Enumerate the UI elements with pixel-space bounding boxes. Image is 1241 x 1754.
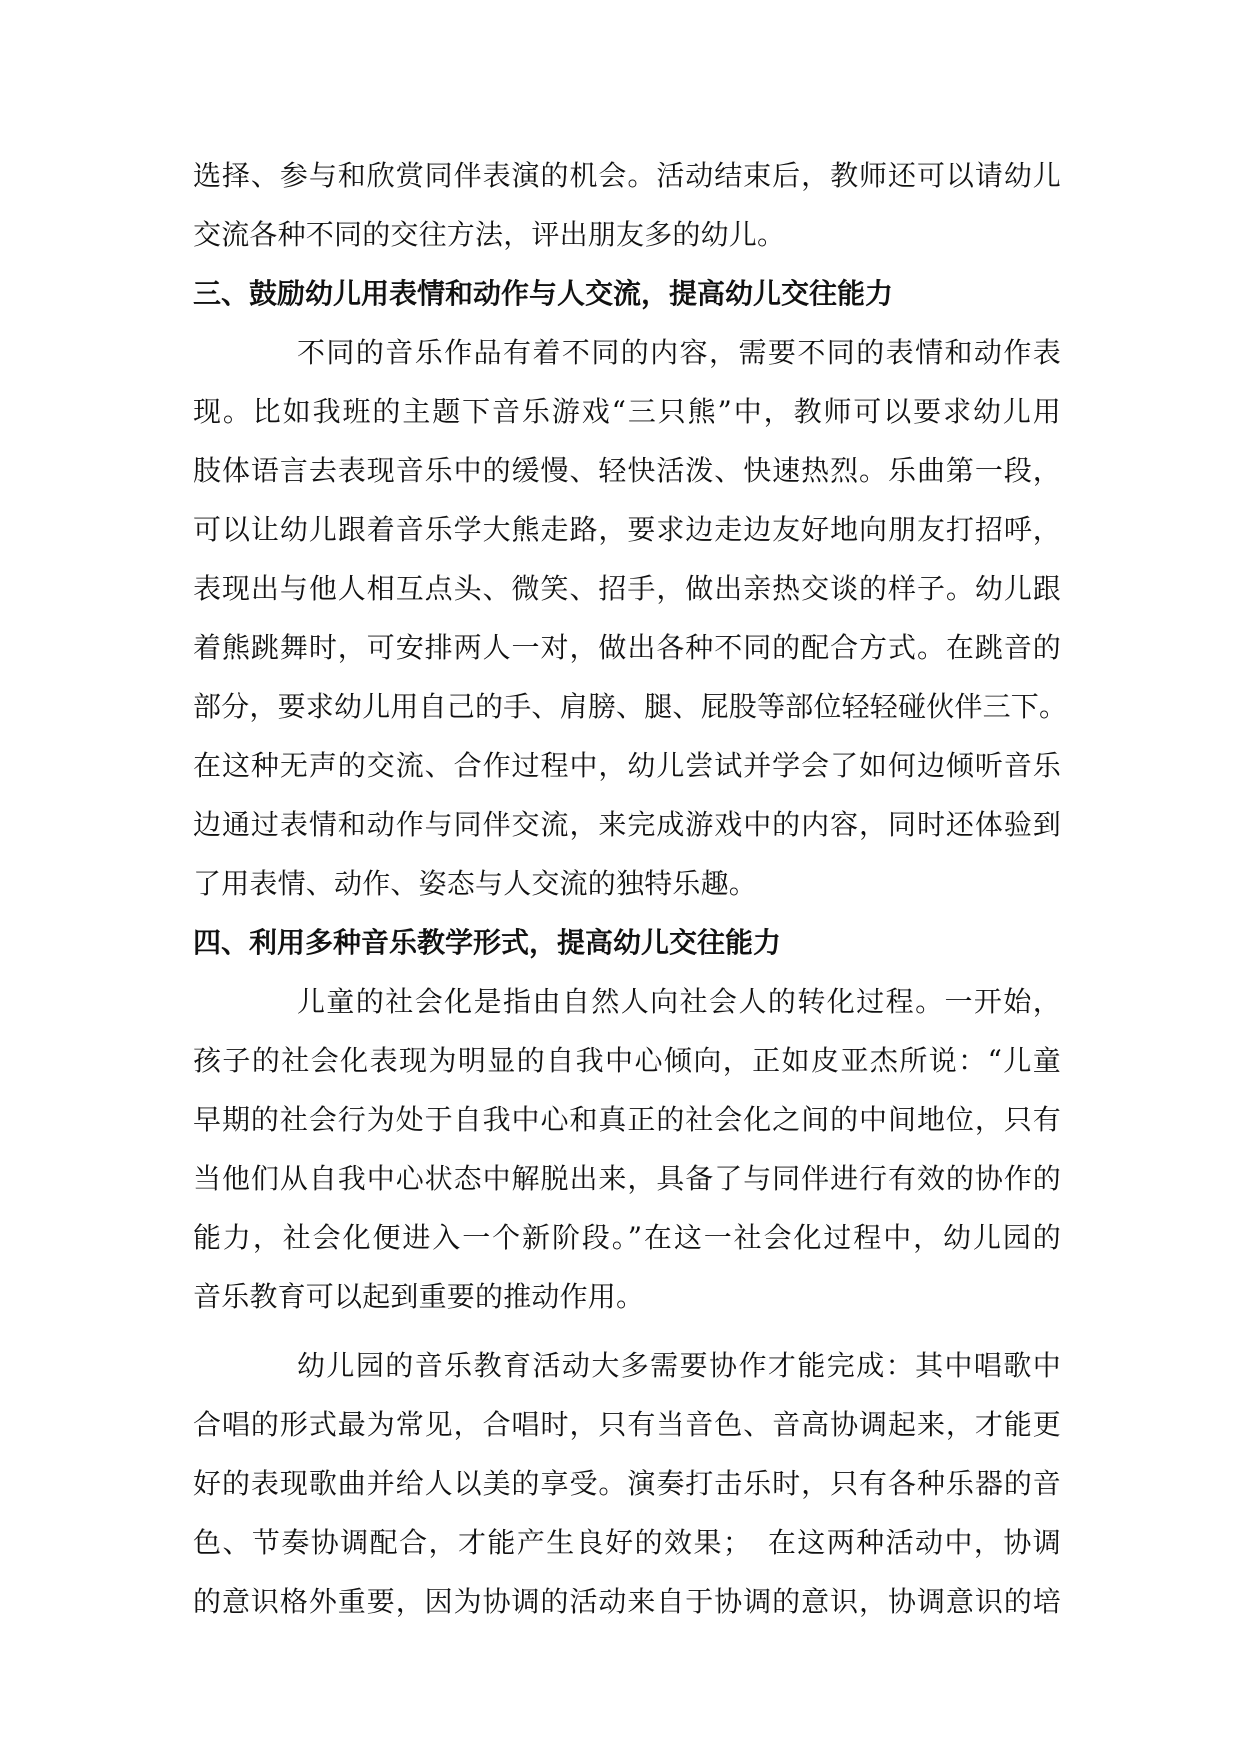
- text-line: 音乐教育可以起到重要的推动作用。: [193, 1280, 645, 1313]
- paragraph-cooperation: [193, 1336, 1061, 1631]
- paragraph-expression-actions: [193, 323, 1068, 913]
- section-heading-3: 三、鼓励幼儿用表情和动作与人交流，提高幼儿交往能力: [193, 277, 894, 310]
- text-line: 早期的社会行为处于自我中心和真正的社会化之间的中间地位，只有: [193, 1103, 1061, 1136]
- text-line: 着熊跳舞时，可安排两人一对，做出各种不同的配合方式。在跳音的: [193, 631, 1061, 664]
- text-line: 的意识格外重要，因为协调的活动来自于协调的意识，协调意识的培: [193, 1585, 1061, 1618]
- text-line: 不同的音乐作品有着不同的内容，需要不同的表情和动作表: [297, 336, 1061, 369]
- text-line: 孩子的社会化表现为明显的自我中心倾向，正如皮亚杰所说：“儿童: [193, 1044, 1061, 1077]
- text-line: 选择、参与和欣赏同伴表演的机会。活动结束后，教师还可以请幼儿: [193, 159, 1061, 192]
- text-line: 幼儿园的音乐教育活动大多需要协作才能完成：其中唱歌中: [297, 1349, 1061, 1382]
- paragraph-continuation: [193, 146, 1061, 264]
- text-line: 边通过表情和动作与同伴交流，来完成游戏中的内容，同时还体验到: [193, 808, 1061, 841]
- document-body: [193, 146, 1068, 1631]
- text-line: 肢体语言去表现音乐中的缓慢、轻快活泼、快速热烈。乐曲第一段，: [193, 454, 1061, 487]
- text-line: 表现出与他人相互点头、微笑、招手，做出亲热交谈的样子。幼儿跟: [193, 572, 1061, 605]
- text-line: 可以让幼儿跟着音乐学大熊走路，要求边走边友好地向朋友打招呼，: [193, 513, 1061, 546]
- text-line: 当他们从自我中心状态中解脱出来，具备了与同伴进行有效的协作的: [193, 1162, 1061, 1195]
- text-line: 好的表现歌曲并给人以美的享受。演奏打击乐时，只有各种乐器的音: [193, 1467, 1061, 1500]
- section-heading-4: 四、利用多种音乐教学形式，提高幼儿交往能力: [193, 926, 782, 959]
- text-line: 色、节奏协调配合，才能产生良好的效果； 在这两种活动中，协调: [193, 1526, 1061, 1559]
- text-line: 部分，要求幼儿用自己的手、肩膀、腿、屁股等部位轻轻碰伙伴三下。: [193, 690, 1068, 723]
- text-line: 在这种无声的交流、合作过程中，幼儿尝试并学会了如何边倾听音乐: [193, 749, 1061, 782]
- text-line: 现。比如我班的主题下音乐游戏“三只熊”中，教师可以要求幼儿用: [193, 395, 1061, 428]
- text-line: 儿童的社会化是指由自然人向社会人的转化过程。一开始，: [297, 985, 1061, 1018]
- text-line: 合唱的形式最为常见，合唱时，只有当音色、音高协调起来，才能更: [193, 1408, 1061, 1441]
- text-line: 了用表情、动作、姿态与人交流的独特乐趣。: [193, 867, 758, 900]
- text-line: 交流各种不同的交往方法，评出朋友多的幼儿。: [193, 218, 786, 251]
- text-line: 能力，社会化便进入一个新阶段。”在这一社会化过程中，幼儿园的: [193, 1221, 1061, 1254]
- paragraph-gap: [193, 1326, 1061, 1336]
- paragraph-socialization: [193, 972, 1061, 1326]
